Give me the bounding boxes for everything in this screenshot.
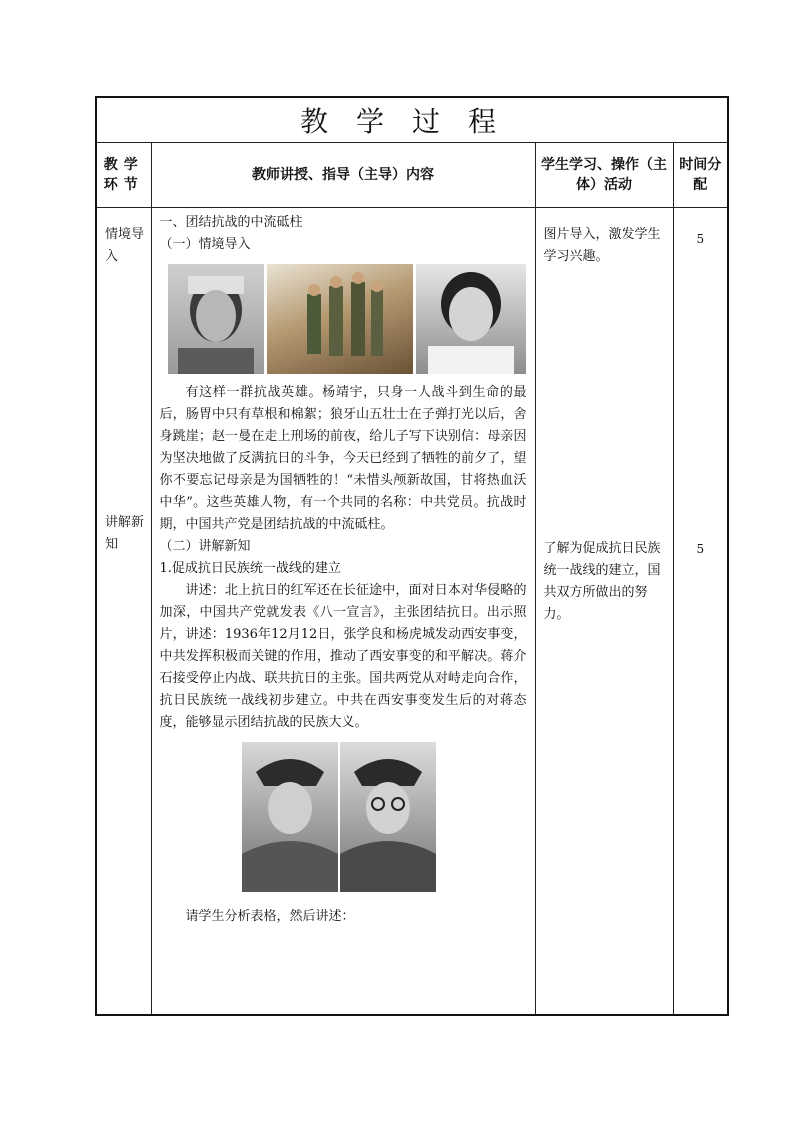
time-value-1: 5 bbox=[696, 232, 705, 246]
student-note-2: 了解为促成抗日民族统一战线的建立，国共双方所做出的努力。 bbox=[543, 541, 661, 622]
hero-photo-row bbox=[168, 264, 527, 374]
table-title: 教学过程 bbox=[96, 97, 728, 143]
paragraph-heroes: 有这样一群抗战英雄。杨靖宇，只身一人战斗到生命的最后，肠胃中只有草根和棉絮；狼牙山五壮士在子弹打光以后，舍身跳崖；赵一曼在走上刑场的前夜，给儿子写下诀别信：母亲因为坚决地做了反满抗日的斗争，今天已经到了牺牲的前夕了，望你不要忘记母亲是为国牺牲的！“未惜头颅新故国，甘将热血沃中华”。这些英雄人物，有一个共同的名称：中共党员。抗战时期，中国共产党是团结抗战的中流砥柱。 bbox=[159, 385, 527, 532]
portrait-photo bbox=[168, 264, 264, 374]
header-student-activity: 学生学习、操作（主体）活动 bbox=[535, 143, 673, 208]
xian-incident-photo-row bbox=[242, 742, 527, 892]
header-segment: 教学环节 bbox=[96, 143, 151, 208]
section-heading-2: （二）讲解新知 bbox=[159, 539, 251, 554]
paragraph-united-front: 讲述：北上抗日的红军还在长征途中，面对日本对华侵略的加深，中国共产党就发表《八一宣言》，主张团结抗日。出示照片，讲述：1936年12月12日，张学良和杨虎城发动西安事变，中共发挥积极而关键的作用，推动了西安事变的和平解决。蒋介石接受停止内战、联共抗日的主张。国共两党从对峙走向合作，抗日民族统一战线初步建立。中共在西安事变发生后的对蒋态度，能够显示团结抗战的民族大义。 bbox=[159, 583, 527, 730]
student-activity-column bbox=[535, 208, 673, 1016]
time-column bbox=[673, 208, 728, 1016]
segment-label-intro: 情境导入 bbox=[105, 227, 145, 264]
lesson-process-table bbox=[95, 96, 729, 1016]
header-teacher-content: 教师讲授、指导（主导）内容 bbox=[151, 143, 535, 208]
header-time-allocation: 时间分配 bbox=[673, 143, 728, 208]
section-heading-1: 一、团结抗战的中流砥柱 bbox=[159, 215, 303, 230]
painting-photo bbox=[267, 264, 413, 374]
section-subheading-1: （一）情境导入 bbox=[159, 237, 251, 252]
portrait-photo bbox=[340, 742, 436, 892]
paragraph-table-analysis: 请学生分析表格，然后讲述： bbox=[185, 909, 355, 924]
section-subheading-2: 1.促成抗日民族统一战线的建立 bbox=[159, 561, 341, 576]
segment-column bbox=[96, 208, 151, 1016]
time-value-2: 5 bbox=[696, 542, 705, 556]
portrait-photo bbox=[416, 264, 526, 374]
portrait-photo bbox=[242, 742, 338, 892]
teacher-content-column bbox=[151, 208, 535, 1016]
segment-label-new-knowledge: 讲解新知 bbox=[105, 515, 145, 552]
student-note-1: 图片导入，激发学生学习兴趣。 bbox=[543, 227, 661, 264]
